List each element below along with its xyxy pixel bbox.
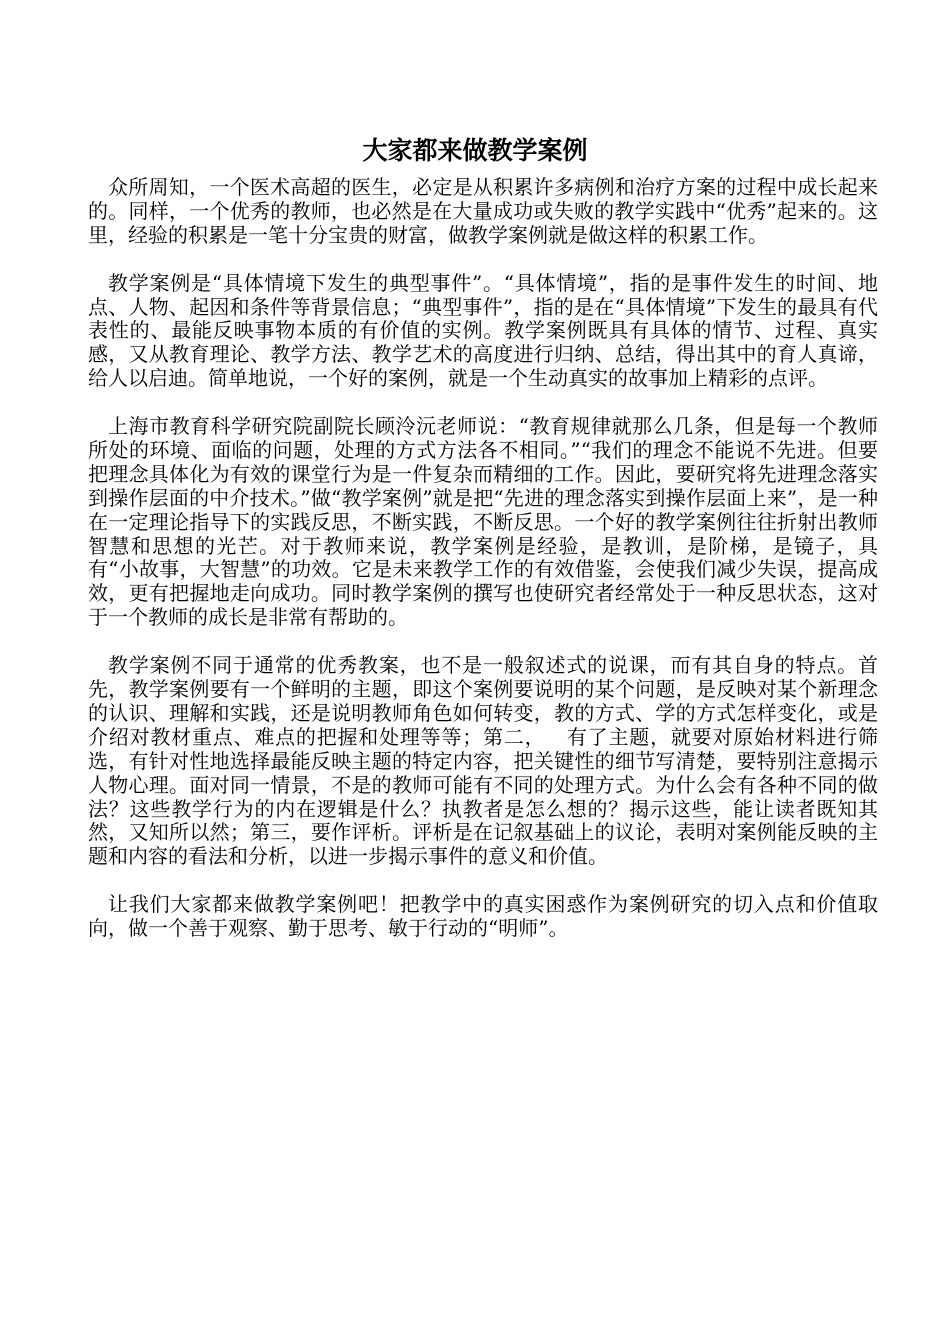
paragraph-2: 教学案例是“具体情境下发生的典型事件”。“具体情境”，指的是事件发生的时间、地点、人物、起因和条件等背景信息；“典型事件”，指的是在“具体情境”下发生的最具有代表性的、最能反映事物本质的有价值的实例。教学案例既具有具体的情节、过程、真实感，又从教育理论、教学方法、教学艺术的高度进行归纳、总结，得出其中的育人真谛，给人以启迪。简单地说，一个好的案例，就是一个生动真实的故事加上精彩的点评。 — [88, 270, 878, 391]
paragraph-4: 教学案例不同于通常的优秀教案，也不是一般叙述式的说课，而有其自身的特点。首先，教学案例要有一个鲜明的主题，即这个案例要说明的某个问题，是反映对某个新理念的认识、理解和实践，还是说明教师角色如何转变，教的方式、学的方式怎样变化，或是介绍对教材重点、难点的把握和处理等等；第二， 有了主题，就要对原始材料进行筛选，有针对性地选择最能反映主题的特定内容，把关键性的细节写清楚，要特别注意揭示人物心理。面对同一情景，不是的教师可能有不同的处理方式。为什么会有各种不同的做法？这些教学行为的内在逻辑是什么？执教者是怎么想的？揭示这些，能让读者既知其然，又知所以然；第三，要作评析。评析是在记叙基础上的议论，表明对案例能反映的主题和内容的看法和分析，以进一步揭示事件的意义和价值。 — [88, 653, 878, 869]
document-body — [88, 176, 878, 965]
paragraph-5: 让我们大家都来做教学案例吧！把教学中的真实困惑作为案例研究的切入点和价值取向，做一个善于观察、勤于思考、敏于行动的“明师”。 — [88, 892, 878, 941]
document-title: 大家都来做教学案例 — [362, 136, 588, 165]
paragraph-1: 众所周知，一个医术高超的医生，必定是从积累许多病例和治疗方案的过程中成长起来的。同样，一个优秀的教师，也必然是在大量成功或失败的教学实践中“优秀”起来的。这里，经验的积累是一笔十分宝贵的财富，做教学案例就是做这样的积累工作。 — [88, 175, 878, 247]
paragraph-3: 上海市教育科学研究院副院长顾泠沅老师说：“教育规律就那么几条，但是每一个教师所处的环境、面临的问题，处理的方式方法各不相同。”“我们的理念不能说不先进。但要把理念具体化为有效的课堂行为是一件复杂而精细的工作。因此，要研究将先进理念落实到操作层面的中介技术。”做“教学案例”就是把“先进的理念落实到操作层面上来”，是一种在一定理论指导下的实践反思，不断实践，不断反思。一个好的教学案例往往折射出教师智慧和思想的光芒。对于教师来说，教学案例是经验，是教训，是阶梯，是镜子，具有“小故事，大智慧”的功效。它是未来教学工作的有效借鉴，会使我们减少失误，提高成效，更有把握地走向成功。同时教学案例的撰写也使研究者经常处于一种反思状态，这对于一个教师的成长是非常有帮助的。 — [88, 414, 878, 630]
